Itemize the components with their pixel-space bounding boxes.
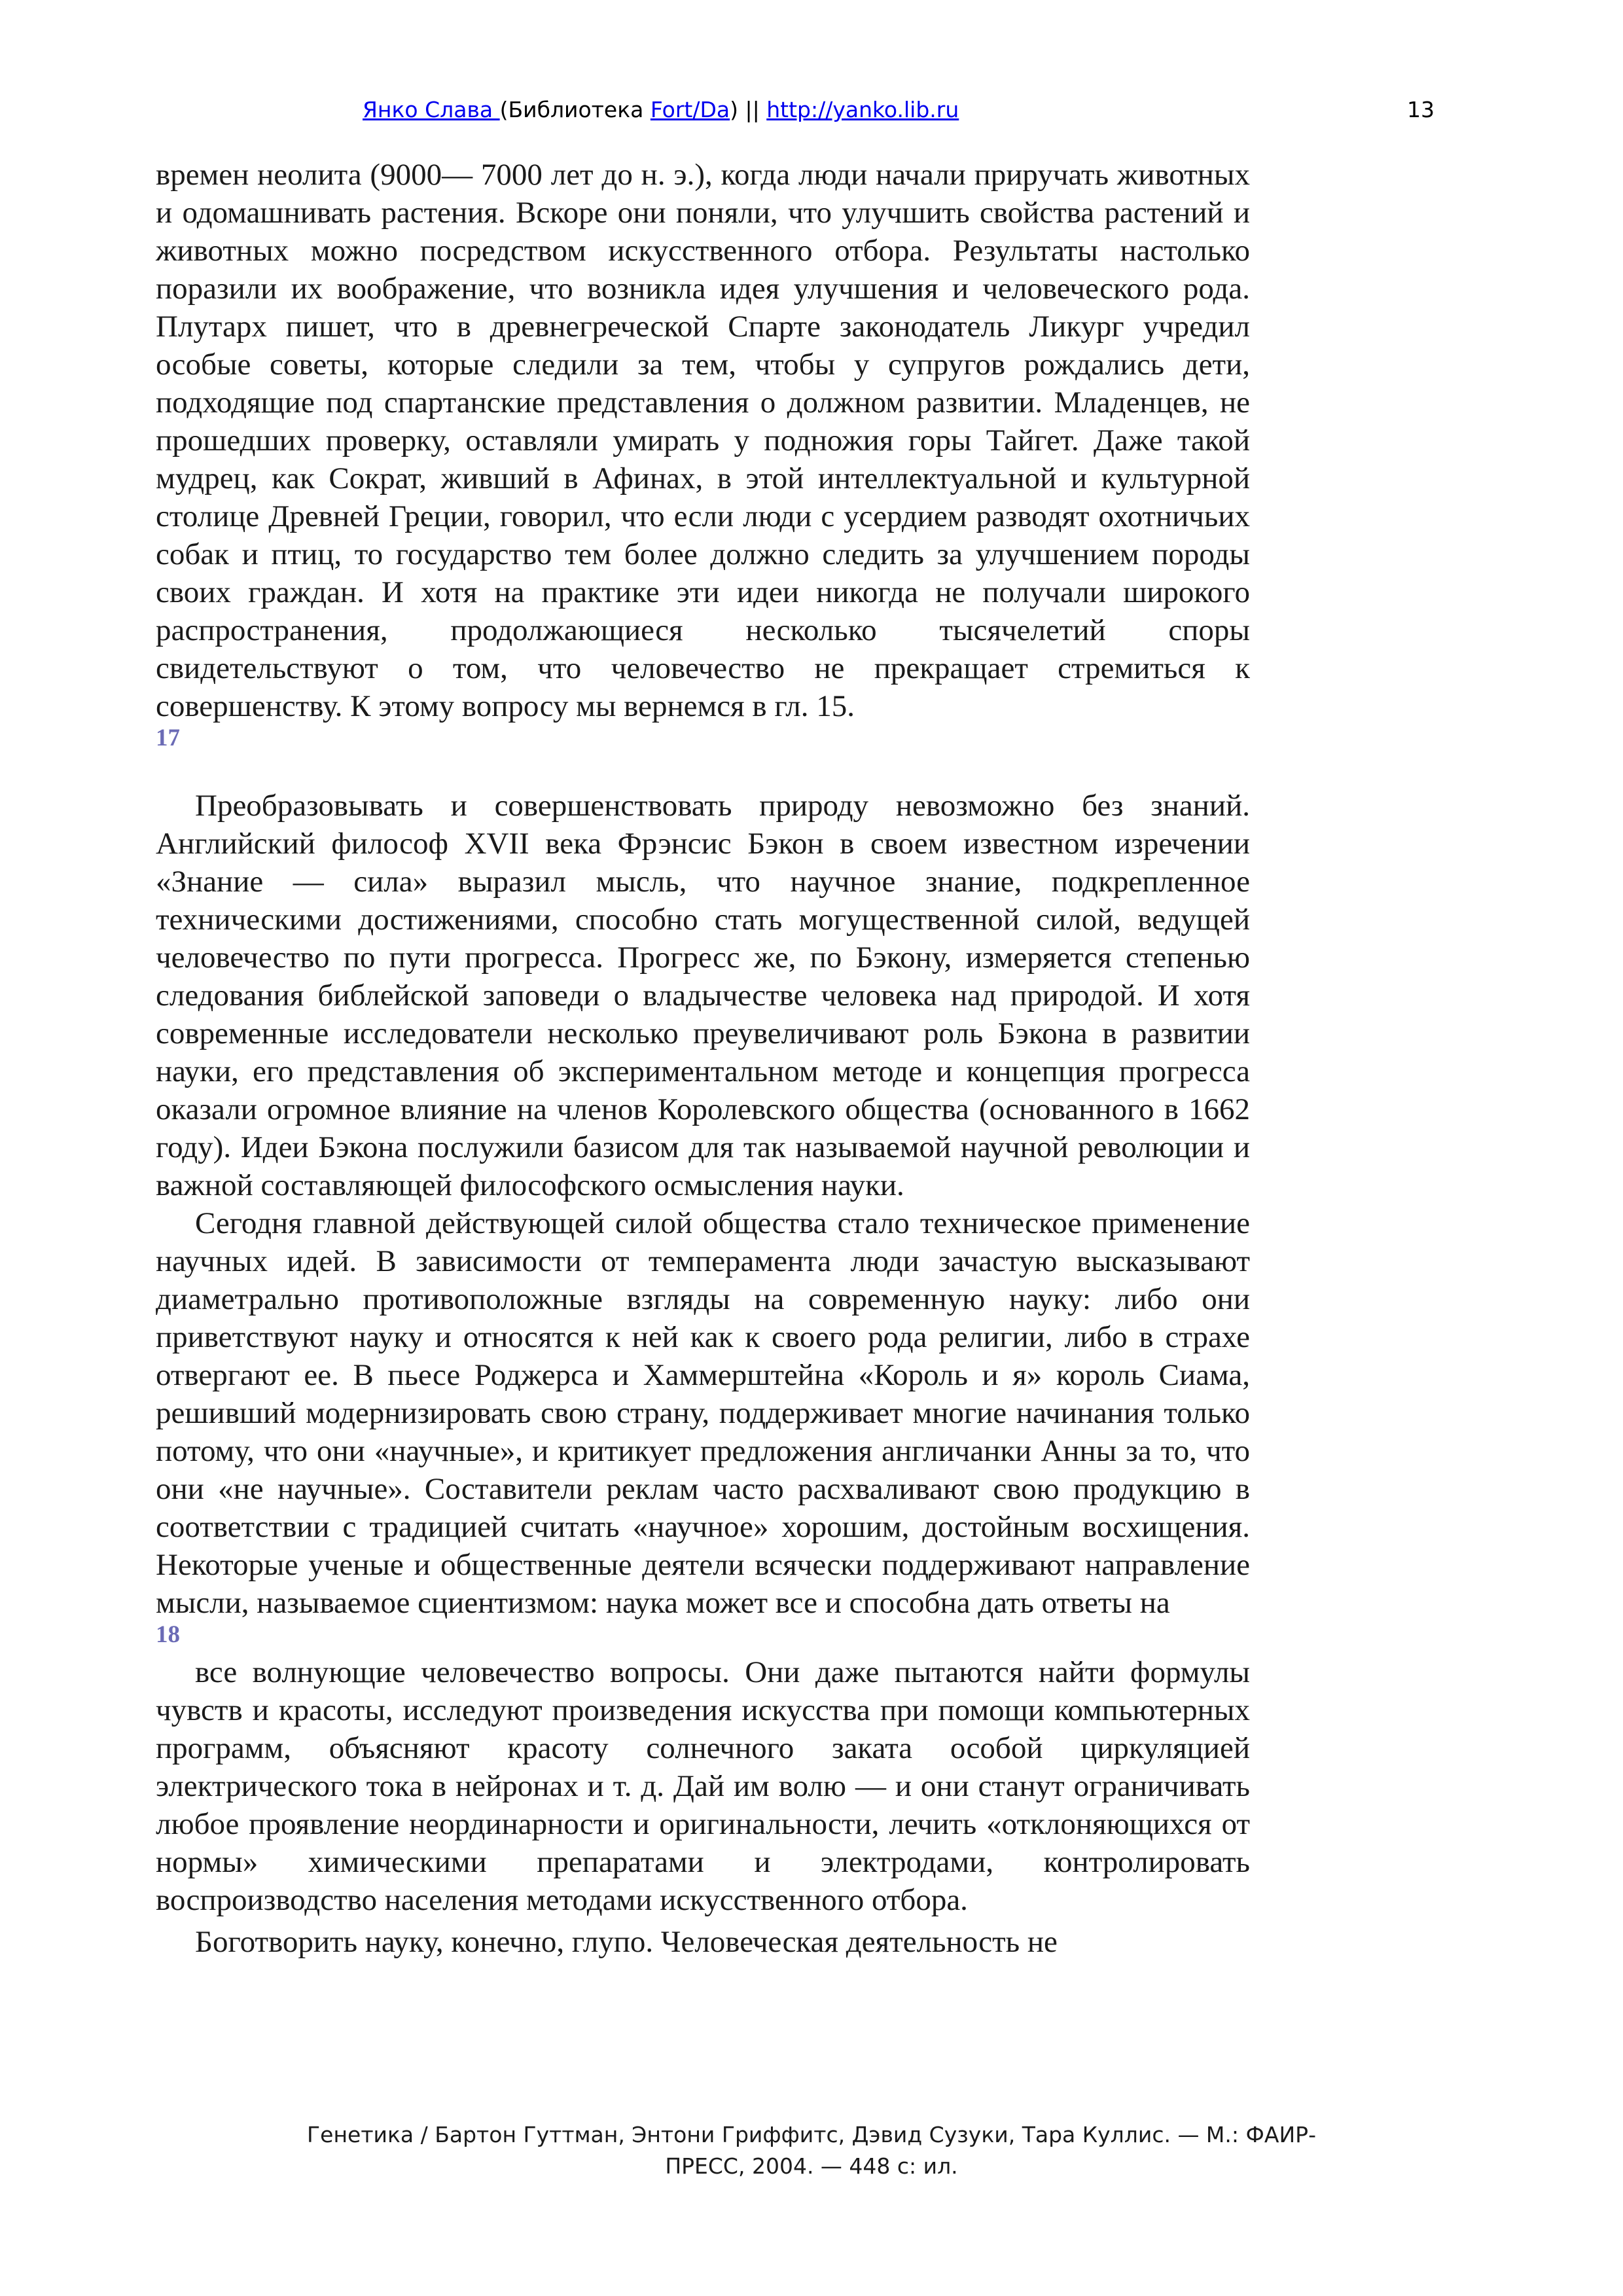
paragraph-1: времен неолита (9000— 7000 лет до н. э.), когда люди начали приручать животных и одомашнивать растения. Вскоре они поняли, что улучшить свойства растений и животных можно посредством искусственного отбора. Результаты настолько поразили их воображение, что возникла идея улучшения и человеческого рода. Плутарх пишет, что в древнегреческой Спарте законодатель Ликург учредил особые советы, которые следили за тем, чтобы у супругов рождались дети, подходящие под спартанские представления о должном развитии. Младенцев, не прошедших проверку, оставляли умирать у подножия горы Тайгет. Даже такой мудрец, как Сократ, живший в Афинах, в этой интеллектуальной и культурной столице Древней Греции, говорил, что если люди с усердием разводят охотничьих собак и птиц, то государство тем более должно следить за улучшением породы своих граждан. И хотя на практике эти идеи никогда не получали широкого распространения, продолжающиеся несколько тысячелетий споры свидетельствуют о том, что человечество не прекращает стремиться к совершенству. К этому вопросу мы вернемся в гл. 15. (156, 158, 1250, 723)
header-links (363, 97, 959, 122)
page-content (156, 156, 1250, 1961)
header-separator: ) || (730, 97, 767, 122)
author-link[interactable]: Янко Слава (363, 97, 500, 122)
footer-citation-line-1: Генетика / Бартон Гуттман, Энтони Гриффитс, Дэвид Сузуки, Тара Куллис. — М.: ФАИР- (307, 2122, 1316, 2147)
paragraph-5: Боготворить науку, конечно, глупо. Человеческая деятельность не (195, 1925, 1058, 1959)
site-url-link[interactable]: http://yanko.lib.ru (766, 97, 959, 122)
paragraph-2: Преобразовывать и совершенствовать природу невозможно без знаний. Английский философ XVII века Фрэнсис Бэкон в своем известном изречении «Знание — сила» выразил мысль, что научное знание, подкрепленное техническими достижениями, способно стать могущественной силой, ведущей человечество по пути прогресса. Прогресс же, по Бэкону, измеряется степенью следования библейской заповеди о владычестве человека над природой. И хотя современные исследователи несколько преувеличивают роль Бэкона в развитии науки, его представления об экспериментальном методе и концепция прогресса оказали огромное влияние на членов Королевского общества (основанного в 1662 году). Идеи Бэкона послужили базисом для так называемой научной революции и важной составляющей философского осмысления науки. (156, 789, 1250, 1202)
page-number: 13 (1407, 97, 1435, 122)
page-marker-18: 18 (156, 1621, 180, 1648)
page-marker-17: 17 (156, 725, 180, 751)
paragraph-4: все волнующие человечество вопросы. Они даже пытаются найти формулы чувств и красоты, исследуют произведения искусства при помощи компьютерных программ, объясняют красоту солнечного заката особой циркуляцией электрического тока в нейронах и т. д. Дай им волю — и они станут ограничивать любое проявление неординарности и оригинальности, лечить «отклоняющихся от нормы» химическими препаратами и электродами, контролировать воспроизводство населения методами искусственного отбора. (156, 1655, 1250, 1917)
paragraph-3: Сегодня главной действующей силой общества стало техническое применение научных идей. В зависимости от темперамента люди зачастую высказывают диаметрально противоположные взгляды на современную науку: либо они приветствуют науку и относятся к ней как к своего рода религии, либо в страхе отвергают ее. В пьесе Роджерса и Хаммерштейна «Король и я» король Сиама, решивший модернизировать свою страну, поддерживает многие начинания только потому, что они «научные», и критикует предложения англичанки Анны за то, что они «не научные». Составители реклам часто расхваливают свою продукцию в соответствии с традицией считать «научное» хорошим, достойным восхищения. Некоторые ученые и общественные деятели всячески поддерживают направление мысли, называемое сциентизмом: наука может все и способна дать ответы на (156, 1206, 1250, 1620)
footer-citation-line-2: ПРЕСС, 2004. — 448 с: ил. (665, 2153, 958, 2179)
spacer (156, 751, 1250, 787)
page-header (0, 97, 1623, 136)
header-text-library: (Библиотека (499, 97, 651, 122)
fortda-link[interactable]: Fort/Da (650, 97, 730, 122)
page-footer (0, 2119, 1623, 2182)
